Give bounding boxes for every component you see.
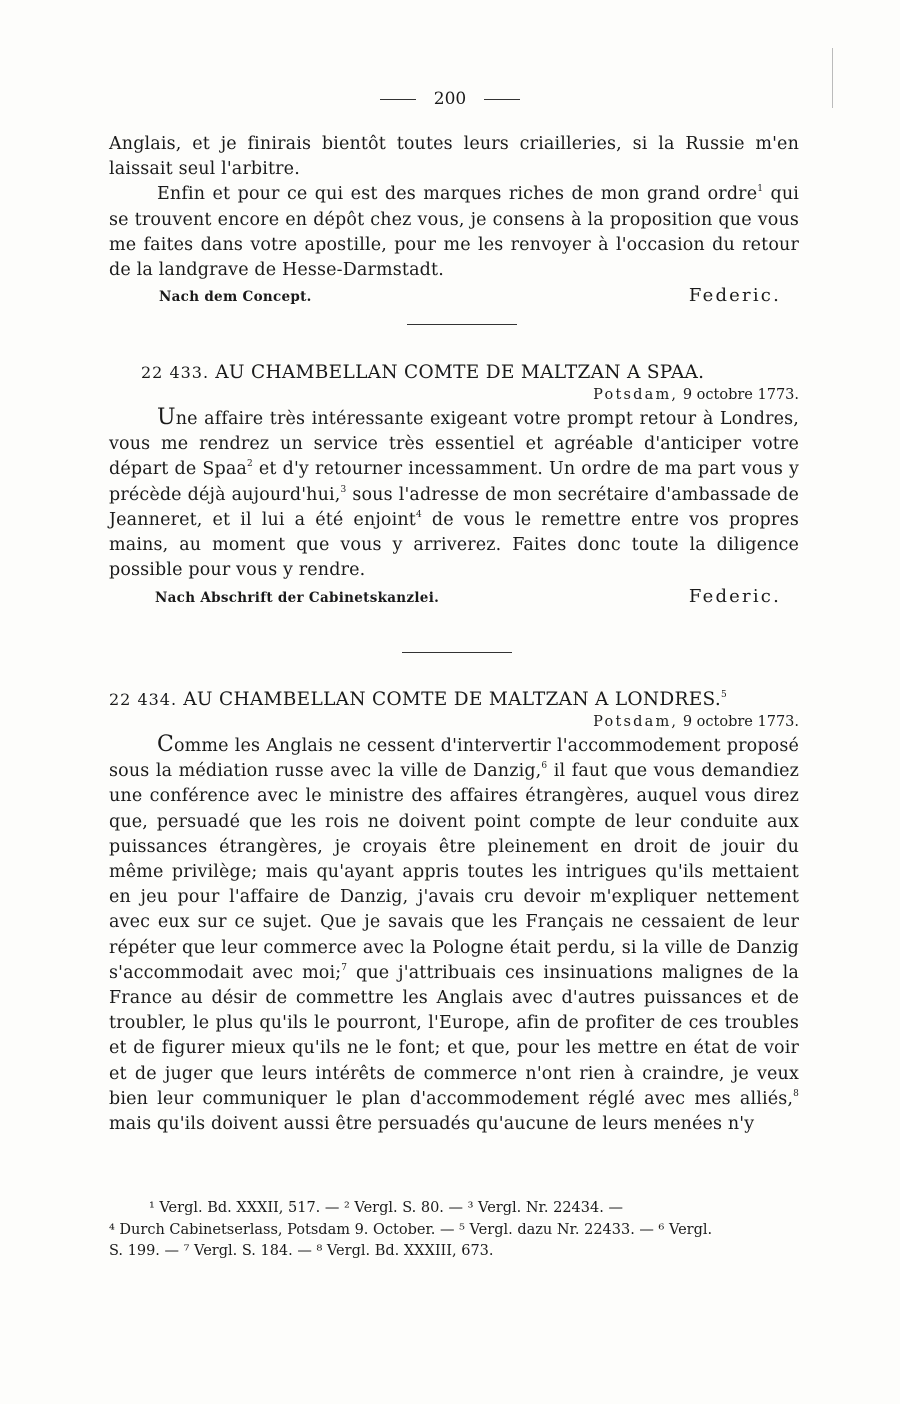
letter-heading <box>109 689 799 710</box>
drop-cap: U <box>157 405 176 430</box>
dateline <box>109 714 799 730</box>
signature: Federic. <box>688 285 781 307</box>
footnote-ref: 3 <box>340 484 347 495</box>
letter-number: 22 434. <box>109 690 178 709</box>
closing-row <box>109 586 799 607</box>
place: Potsdam, <box>593 387 679 403</box>
body-text: omme les Anglais ne cessent d'intervertir l'accommodement proposé sous la médiation russe avec la ville de Danzig, <box>109 736 799 782</box>
footnote-ref: 7 <box>341 962 348 973</box>
letter-body <box>109 732 799 1137</box>
footnotes <box>109 1198 799 1263</box>
page-header <box>0 89 900 109</box>
header-dash-left <box>380 99 416 100</box>
letter-heading <box>109 362 799 383</box>
body-text: de vous le remettre entre vos propres mains, au moment que vous y arriverez. Faites donc toute la diligence possible pour vous y rendre. <box>109 509 800 581</box>
closing-row <box>109 285 799 306</box>
body-text: que j'attribuais ces insinuations malignes de la France au désir de commettre les Anglais avec d'autres puissances et de troubler, le plus qu'ils le pourront, l'Europe, afin de profiter de ces troubles et de figurer mieux qu'ils ne le font; et que, pour les mettre en état de voir et de juger que leurs intérêts de commerce n'ont rien à craindre, je veux bien leur communiquer le plan d'accommodement réglé avec mes alliés, <box>109 962 799 1109</box>
body-text: sous l'adresse de mon secrétaire d'ambassade de Jeanneret, et il lui a été enjoint <box>109 484 799 530</box>
separator-rule <box>402 652 512 653</box>
scan-edge-mark <box>832 48 833 108</box>
separator-rule <box>407 324 517 325</box>
dateline <box>109 387 799 403</box>
footnote-line: ¹ Vergl. Bd. XXXII, 517. — ² Vergl. S. 80. — ³ Vergl. Nr. 22434. — <box>149 1200 623 1216</box>
footnote-line: S. 199. — ⁷ Vergl. S. 184. — ⁸ Vergl. Bd. XXXIII, 673. <box>109 1243 494 1259</box>
previous-letter <box>109 132 799 306</box>
footnote-ref: 2 <box>247 459 253 470</box>
letter-body <box>109 405 799 583</box>
footnote-ref: 6 <box>541 761 548 772</box>
paragraph-text: Enfin et pour ce qui est des marques riches de mon grand ordre <box>157 184 758 205</box>
date: 9 octobre 1773. <box>682 714 799 730</box>
paragraph-text: qui se trouvent encore en dépôt chez vous, je consens à la proposition que vous me faites dans votre apostille, pour me les renvoyer à l'occasion du retour de la landgrave de Hesse-Darmstadt. <box>109 184 799 281</box>
drop-cap: C <box>157 732 174 757</box>
date: 9 octobre 1773. <box>682 387 799 403</box>
footnote-ref: 8 <box>793 1088 799 1099</box>
body-text: et d'y retourner incessamment. Un ordre de ma part vous y précède déjà aujourd'hui, <box>109 459 799 505</box>
footnote-ref: 5 <box>721 690 728 700</box>
footnote-line: ⁴ Durch Cabinetserlass, Potsdam 9. October. — ⁵ Vergl. dazu Nr. 22433. — ⁶ Vergl. <box>109 1221 713 1238</box>
letter-number: 22 433. <box>141 363 210 382</box>
source-note: Nach Abschrift der Cabinetskanzlei. <box>155 590 440 607</box>
letter-title: AU CHAMBELLAN COMTE DE MALTZAN A LONDRES. <box>183 689 722 710</box>
header-dash-right <box>484 99 520 100</box>
body-text: ne affaire très intéressante exigeant votre prompt retour à Londres, vous me rendrez un service très essentiel et agréable d'anticiper votre départ de Spaa <box>109 409 799 480</box>
source-note: Nach dem Concept. <box>159 289 312 306</box>
place: Potsdam, <box>593 714 679 730</box>
letter-22433 <box>109 362 799 607</box>
page-number: 200 <box>433 89 467 109</box>
footnote-ref: 4 <box>415 509 422 520</box>
footnote-ref: 1 <box>757 184 764 195</box>
letter-22434 <box>109 689 799 1137</box>
letter-title: AU CHAMBELLAN COMTE DE MALTZAN A SPAA. <box>215 362 705 383</box>
signature: Federic. <box>688 586 781 608</box>
body-text: il faut que vous demandiez une conférence avec le ministre des affaires étrangères, auquel vous direz que, persuadé que les rois ne doivent point compte de leur conduite aux puissances étrangères, je croyais être pleinement en droit de jouir du même privilège; mais qu'ayant appris toutes les intrigues qu'ils mettaient en jeu pour l'affaire de Danzig, j'avais cru devoir m'expliquer nettement avec eux sur ce sujet. Que je savais que les Français ne cessaient de leur répéter que leur commerce avec la Pologne était perdu, si la ville de Danzig s'accommodait avec moi; <box>109 761 799 983</box>
paragraph-ordre <box>109 182 799 283</box>
continuation-paragraph: Anglais, et je finirais bientôt toutes leurs criailleries, si la Russie m'en laissait seul l'arbitre. <box>109 134 799 180</box>
body-text: mais qu'ils doivent aussi être persuadés qu'aucune de leurs menées n'y <box>109 1114 755 1135</box>
